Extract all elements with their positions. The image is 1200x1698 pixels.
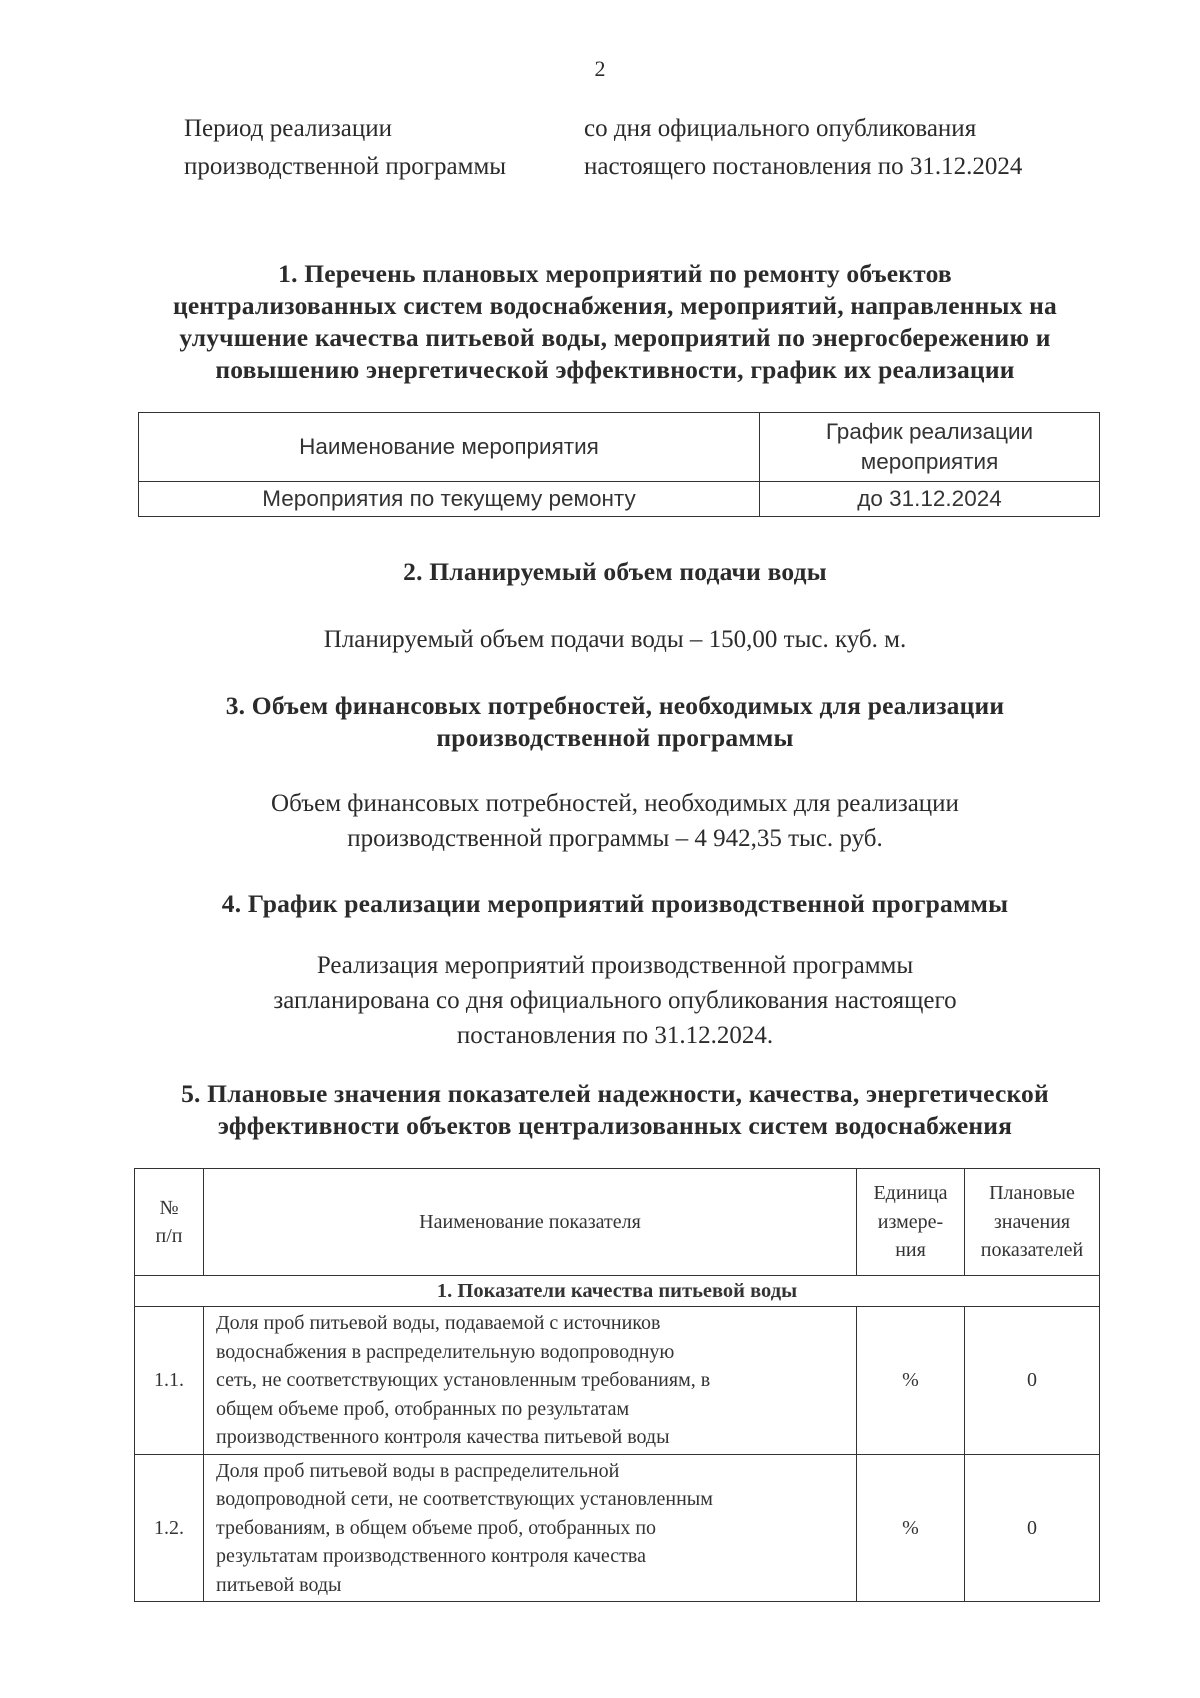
section5-title-line: 5. Плановые значения показателей надежности, качества, энергетической xyxy=(181,1079,1049,1108)
header-number xyxy=(135,1169,204,1276)
section3-title-line: 3. Объем финансовых потребностей, необходимых для реализации xyxy=(225,691,1005,720)
measure-name-cell: Мероприятия по текущему ремонту xyxy=(139,482,760,517)
row-number: 1.1. xyxy=(135,1307,204,1455)
row-unit: % xyxy=(857,1454,965,1602)
section1-title-line: улучшение качества питьевой воды, мероприятий по энергосбережению и xyxy=(179,323,1051,352)
header-schedule-line: мероприятия xyxy=(860,449,999,474)
header-indicator-name: Наименование показателя xyxy=(204,1169,857,1276)
indicator-name-line: результатам производственного контроля качества xyxy=(216,1545,646,1567)
indicator-name-line: Доля проб питьевой воды в распределительной xyxy=(216,1459,620,1482)
section4-title: 4. График реализации мероприятий производственной программы xyxy=(221,889,1009,918)
section1-title xyxy=(120,258,1110,386)
section3-title xyxy=(120,690,1110,754)
period-label xyxy=(184,110,584,186)
section2-title: 2. Планируемый объем подачи воды xyxy=(403,557,827,586)
row-indicator-name xyxy=(204,1307,857,1455)
indicators-table-header xyxy=(135,1169,1100,1276)
period-value-line: настоящего постановления по 31.12.2024 xyxy=(584,153,1023,180)
header-planned-line: значения xyxy=(993,1210,1071,1233)
section4-text xyxy=(120,948,1110,1053)
section3-text-line: производственной программы – 4 942,35 тыс. руб. xyxy=(347,825,883,852)
section4-text-line: Реализация мероприятий производственной программы xyxy=(316,952,914,979)
indicator-name-line: Доля проб питьевой воды, подаваемой с источников xyxy=(216,1312,661,1334)
table-row xyxy=(135,1454,1100,1602)
section3-title-line: производственной программы xyxy=(436,723,794,752)
section1-title-line: централизованных систем водоснабжения, мероприятий, направленных на xyxy=(173,291,1057,320)
indicators-table xyxy=(134,1168,1100,1602)
indicator-name-line: производственного контроля качества питьевой воды xyxy=(216,1426,670,1448)
table-row xyxy=(139,482,1100,517)
period-label-line: Период реализации xyxy=(184,115,392,142)
measures-table xyxy=(138,412,1100,517)
section1-title-line: 1. Перечень плановых мероприятий по ремонту объектов xyxy=(278,259,952,288)
row-indicator-name xyxy=(204,1454,857,1602)
section5-title-line: эффективности объектов централизованных систем водоснабжения xyxy=(217,1111,1013,1140)
header-number-line: п/п xyxy=(155,1225,183,1247)
measure-schedule-cell: до 31.12.2024 xyxy=(760,482,1100,517)
row-planned-value: 0 xyxy=(965,1307,1100,1455)
page-number: 2 xyxy=(594,56,606,81)
header-planned-values xyxy=(965,1169,1100,1276)
section3-text-line: Объем финансовых потребностей, необходимых для реализации xyxy=(271,790,959,817)
header-unit xyxy=(857,1169,965,1276)
header-measure-name: Наименование мероприятия xyxy=(139,413,760,482)
row-planned-value: 0 xyxy=(965,1454,1100,1602)
table-row xyxy=(135,1307,1100,1455)
implementation-period xyxy=(184,110,1084,186)
section4-text-line: постановления по 31.12.2024. xyxy=(456,1022,774,1049)
header-unit-line: Единица xyxy=(873,1182,948,1205)
header-planned-line: показателей xyxy=(980,1239,1084,1262)
header-unit-line: ния xyxy=(895,1239,926,1262)
group-title: 1. Показатели качества питьевой воды xyxy=(135,1276,1100,1307)
period-value-line: со дня официального опубликования xyxy=(584,115,977,142)
indicator-name-line: питьевой воды xyxy=(216,1573,342,1596)
header-planned-line: Плановые xyxy=(989,1182,1075,1205)
indicator-name-line: водоснабжения в распределительную водопроводную xyxy=(216,1340,675,1363)
indicator-name-line: общем объеме проб, отобранных по результатам xyxy=(216,1397,630,1420)
row-unit: % xyxy=(857,1307,965,1455)
section1-title-line: повышению энергетической эффективности, график их реализации xyxy=(215,355,1015,384)
indicator-name-line: сеть, не соответствующих установленным требованиям, в xyxy=(216,1369,711,1391)
header-schedule-line: График реализации xyxy=(825,419,1034,444)
row-number: 1.2. xyxy=(135,1454,204,1602)
header-number-line: № xyxy=(159,1196,179,1219)
section5-title xyxy=(120,1078,1110,1142)
measures-table-header xyxy=(139,413,1100,482)
group-row xyxy=(135,1276,1100,1307)
indicator-name-line: требованиям, в общем объеме проб, отобранных по xyxy=(216,1516,657,1539)
header-unit-line: измере- xyxy=(877,1210,944,1233)
section3-text xyxy=(120,786,1110,856)
indicator-name-line: водопроводной сети, не соответствующих установленным xyxy=(216,1488,713,1510)
period-label-line: производственной программы xyxy=(184,153,507,180)
period-value xyxy=(584,110,1084,186)
section2-text: Планируемый объем подачи воды – 150,00 тыс. куб. м. xyxy=(323,626,907,653)
header-schedule xyxy=(760,413,1100,482)
section4-text-line: запланирована со дня официального опубликования настоящего xyxy=(273,987,957,1014)
